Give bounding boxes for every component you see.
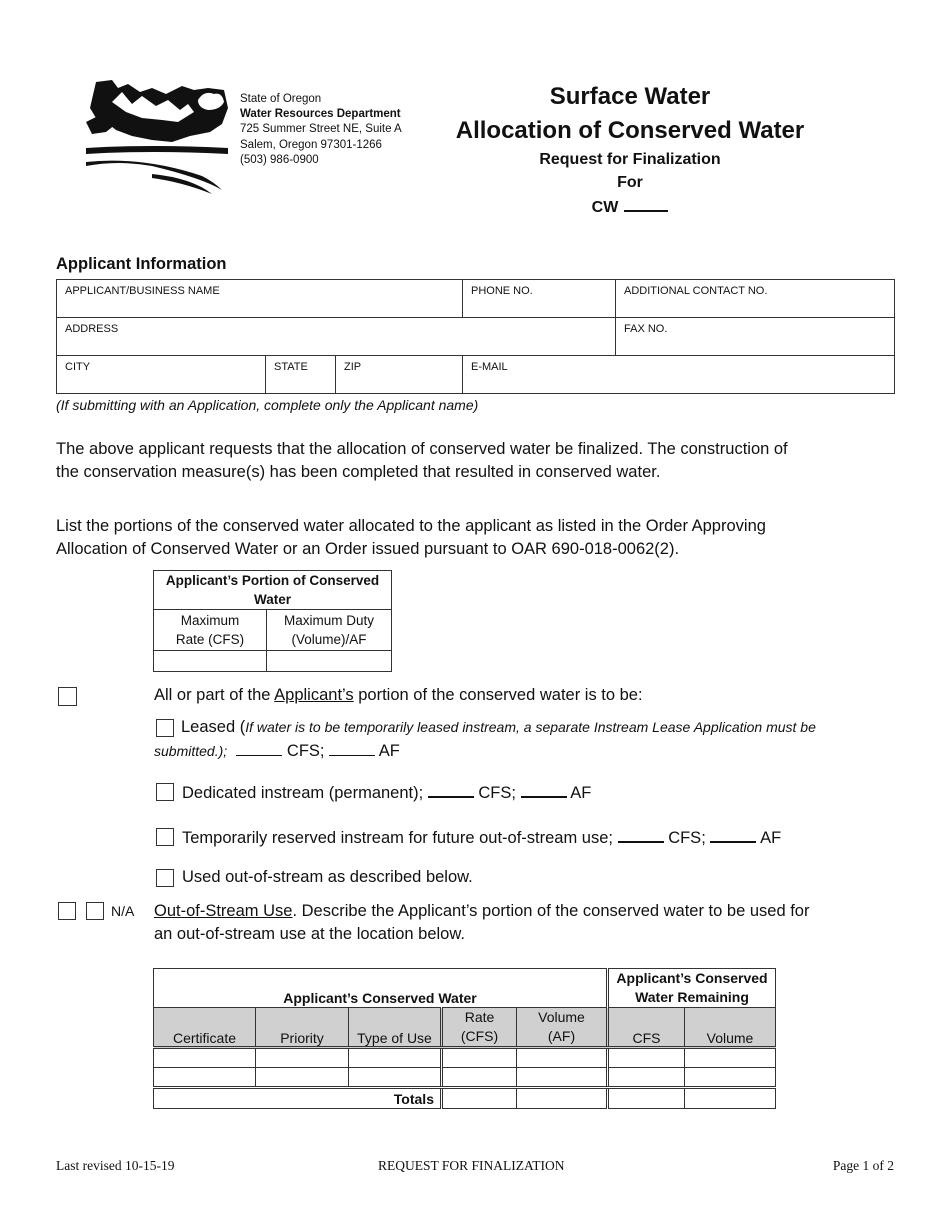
applicant-name-field[interactable] [57, 280, 463, 318]
applicant-name-label: APPLICANT/BUSINESS NAME [65, 285, 220, 297]
options-intro-underlined: Applicant’s [274, 686, 354, 704]
dedicated-checkbox[interactable] [156, 783, 174, 801]
out-of-stream-text-2: an out-of-stream use at the location below. [154, 925, 465, 943]
out-of-stream-title: Out-of-Stream Use [154, 902, 293, 920]
city-label: CITY [65, 361, 91, 373]
remaining-header-line-1: Applicant’s Conserved [616, 970, 768, 986]
cell-volume[interactable] [517, 1048, 608, 1068]
total-volume[interactable] [517, 1088, 608, 1109]
temporary-line [182, 827, 781, 848]
footer-revised: Last revised 10-15-19 [56, 1158, 175, 1173]
dedicated-af-field[interactable] [521, 782, 567, 798]
oregon-landscape-logo-icon [82, 78, 232, 196]
cell-type-of-use[interactable] [349, 1048, 442, 1068]
city-field[interactable] [57, 356, 266, 394]
cw-number-field[interactable] [624, 194, 668, 212]
portion-col-rate-line-2: Rate (CFS) [175, 632, 245, 647]
address-label: ADDRESS [65, 323, 119, 335]
phone-field[interactable] [463, 280, 616, 318]
zip-label: ZIP [344, 361, 362, 373]
total-remaining-volume[interactable] [685, 1088, 776, 1109]
na-label: N/A [111, 903, 135, 919]
col-volume-af [517, 1008, 608, 1048]
list-line-2: Allocation of Conserved Water or an Order issued pursuant to OAR 690-018-0062(2). [56, 540, 680, 558]
footer-page-number: Page 1 of 2 [832, 1158, 894, 1173]
table-row [154, 1068, 776, 1088]
table-row [154, 1048, 776, 1068]
leased-af-label: AF [378, 742, 400, 760]
leased-af-field[interactable] [329, 741, 375, 756]
leased-label: Leased ( [181, 718, 246, 736]
request-paragraph [56, 438, 856, 484]
conserved-water-group-header: Applicant’s Conserved Water [154, 969, 608, 1008]
used-out-of-stream-label: Used out-of-stream as described below. [182, 868, 473, 886]
portion-duty-input[interactable] [267, 651, 392, 672]
leased-line-1 [181, 718, 816, 737]
portion-col-duty [267, 610, 392, 651]
col-volume-line-1: Volume [538, 1009, 585, 1025]
dedicated-af-label: AF [570, 784, 592, 802]
portion-col-rate [154, 610, 267, 651]
conserved-water-checkbox[interactable] [58, 687, 77, 706]
out-of-stream-na-checkbox[interactable] [86, 902, 104, 920]
fax-field[interactable] [616, 318, 895, 356]
form-title-block [440, 80, 820, 219]
request-line-1: The above applicant requests that the allocation of conserved water be finalized. The construction of [56, 440, 788, 458]
dedicated-cfs-field[interactable] [428, 782, 474, 798]
leased-note-1: If water is to be temporarily leased instream, a separate Instream Lease Application must be [245, 719, 816, 735]
title-surface-water: Surface Water [549, 83, 711, 110]
state-field[interactable] [266, 356, 336, 394]
cell-certificate[interactable] [154, 1048, 256, 1068]
out-of-stream-checkbox[interactable] [58, 902, 76, 920]
temporary-checkbox[interactable] [156, 828, 174, 846]
fax-label: FAX NO. [624, 323, 668, 335]
dedicated-cfs-label: CFS; [478, 784, 516, 802]
cell-rate[interactable] [442, 1068, 517, 1088]
cell-volume[interactable] [517, 1068, 608, 1088]
zip-field[interactable] [336, 356, 463, 394]
applicant-note: (If submitting with an Application, complete only the Applicant name) [56, 397, 479, 413]
leased-separator: ; [223, 743, 228, 759]
address-field[interactable] [57, 318, 616, 356]
options-intro [154, 686, 643, 705]
temporary-af-label: AF [760, 829, 782, 847]
portion-col-rate-line-1: Maximum [180, 613, 240, 628]
total-remaining-cfs[interactable] [608, 1088, 685, 1109]
remaining-header-line-2: Water Remaining [635, 989, 749, 1005]
leased-line-2 [154, 741, 400, 761]
agency-address [240, 92, 402, 168]
col-rate-line-1: Rate [464, 1009, 495, 1025]
agency-department: Water Resources Department [240, 108, 401, 121]
out-of-stream-text-1: . Describe the Applicant’s portion of the conserved water to be used for [292, 902, 810, 920]
additional-contact-field[interactable] [616, 280, 895, 318]
cell-remaining-cfs[interactable] [608, 1048, 685, 1068]
email-field[interactable] [463, 356, 895, 394]
cell-remaining-cfs[interactable] [608, 1068, 685, 1088]
title-allocation: Allocation of Conserved Water [455, 117, 805, 144]
col-certificate: Certificate [154, 1008, 256, 1048]
additional-contact-label: ADDITIONAL CONTACT NO. [624, 285, 768, 297]
col-rate-line-2: (CFS) [460, 1028, 499, 1044]
dedicated-line [182, 782, 591, 803]
leased-note-2: submitted.) [154, 743, 224, 759]
agency-street: 725 Summer Street NE, Suite A [240, 123, 402, 136]
totals-label: Totals [154, 1088, 442, 1109]
title-request: Request for Finalization [539, 151, 721, 168]
cell-remaining-volume[interactable] [685, 1048, 776, 1068]
portion-col-duty-line-1: Maximum Duty [283, 613, 374, 628]
agency-state: State of Oregon [240, 93, 322, 105]
options-intro-suffix: portion of the conserved water is to be: [353, 686, 643, 704]
totals-row [154, 1088, 776, 1109]
list-paragraph [56, 515, 856, 561]
temporary-label: Temporarily reserved instream for future out-of-stream use; [182, 829, 613, 847]
col-rate [442, 1008, 517, 1048]
agency-city: Salem, Oregon 97301-1266 [240, 138, 382, 151]
leased-checkbox[interactable] [156, 719, 174, 737]
options-intro-prefix: All or part of the [154, 686, 275, 704]
cell-priority[interactable] [256, 1068, 349, 1088]
dedicated-label: Dedicated instream (permanent); [182, 784, 424, 802]
cw-label: CW [591, 199, 619, 216]
list-line-1: List the portions of the conserved water allocated to the applicant as listed in the Order Approving [56, 517, 766, 535]
used-out-of-stream-checkbox[interactable] [156, 869, 174, 887]
portion-header [154, 571, 392, 610]
state-label: STATE [274, 361, 308, 373]
temporary-cfs-field[interactable] [618, 827, 664, 843]
remaining-group-header [608, 969, 776, 1008]
col-volume-line-2: (AF) [547, 1028, 576, 1044]
conserved-water-table [153, 968, 776, 1109]
applicant-info-table [56, 279, 895, 394]
cell-priority[interactable] [256, 1048, 349, 1068]
leased-cfs-field[interactable] [236, 741, 282, 756]
col-priority: Priority [256, 1008, 349, 1048]
cell-remaining-volume[interactable] [685, 1068, 776, 1088]
cell-type-of-use[interactable] [349, 1068, 442, 1088]
email-label: E-MAIL [471, 361, 508, 373]
portion-table [153, 570, 392, 672]
portion-header-line-2: Water [253, 592, 291, 607]
total-rate[interactable] [442, 1088, 517, 1109]
col-remaining-volume: Volume [685, 1008, 776, 1048]
title-for: For [617, 174, 643, 191]
col-type-of-use: Type of Use [349, 1008, 442, 1048]
portion-rate-input[interactable] [154, 651, 267, 672]
applicant-info-heading: Applicant Information [56, 255, 227, 273]
temporary-af-field[interactable] [710, 827, 756, 843]
request-line-2: the conservation measure(s) has been completed that resulted in conserved water. [56, 463, 661, 481]
col-remaining-cfs: CFS [608, 1008, 685, 1048]
out-of-stream-paragraph [154, 900, 874, 946]
portion-header-line-1: Applicant’s Portion of Conserved [165, 573, 380, 588]
temporary-cfs-label: CFS; [668, 829, 706, 847]
cell-rate[interactable] [442, 1048, 517, 1068]
phone-label: PHONE NO. [471, 285, 533, 297]
portion-col-duty-line-2: (Volume)/AF [291, 632, 367, 647]
agency-phone: (503) 986-0900 [240, 153, 319, 166]
cell-certificate[interactable] [154, 1068, 256, 1088]
leased-cfs-label: CFS; [286, 742, 325, 760]
cw-number-row [440, 194, 820, 219]
footer-form-name: REQUEST FOR FINALIZATION [378, 1158, 565, 1173]
